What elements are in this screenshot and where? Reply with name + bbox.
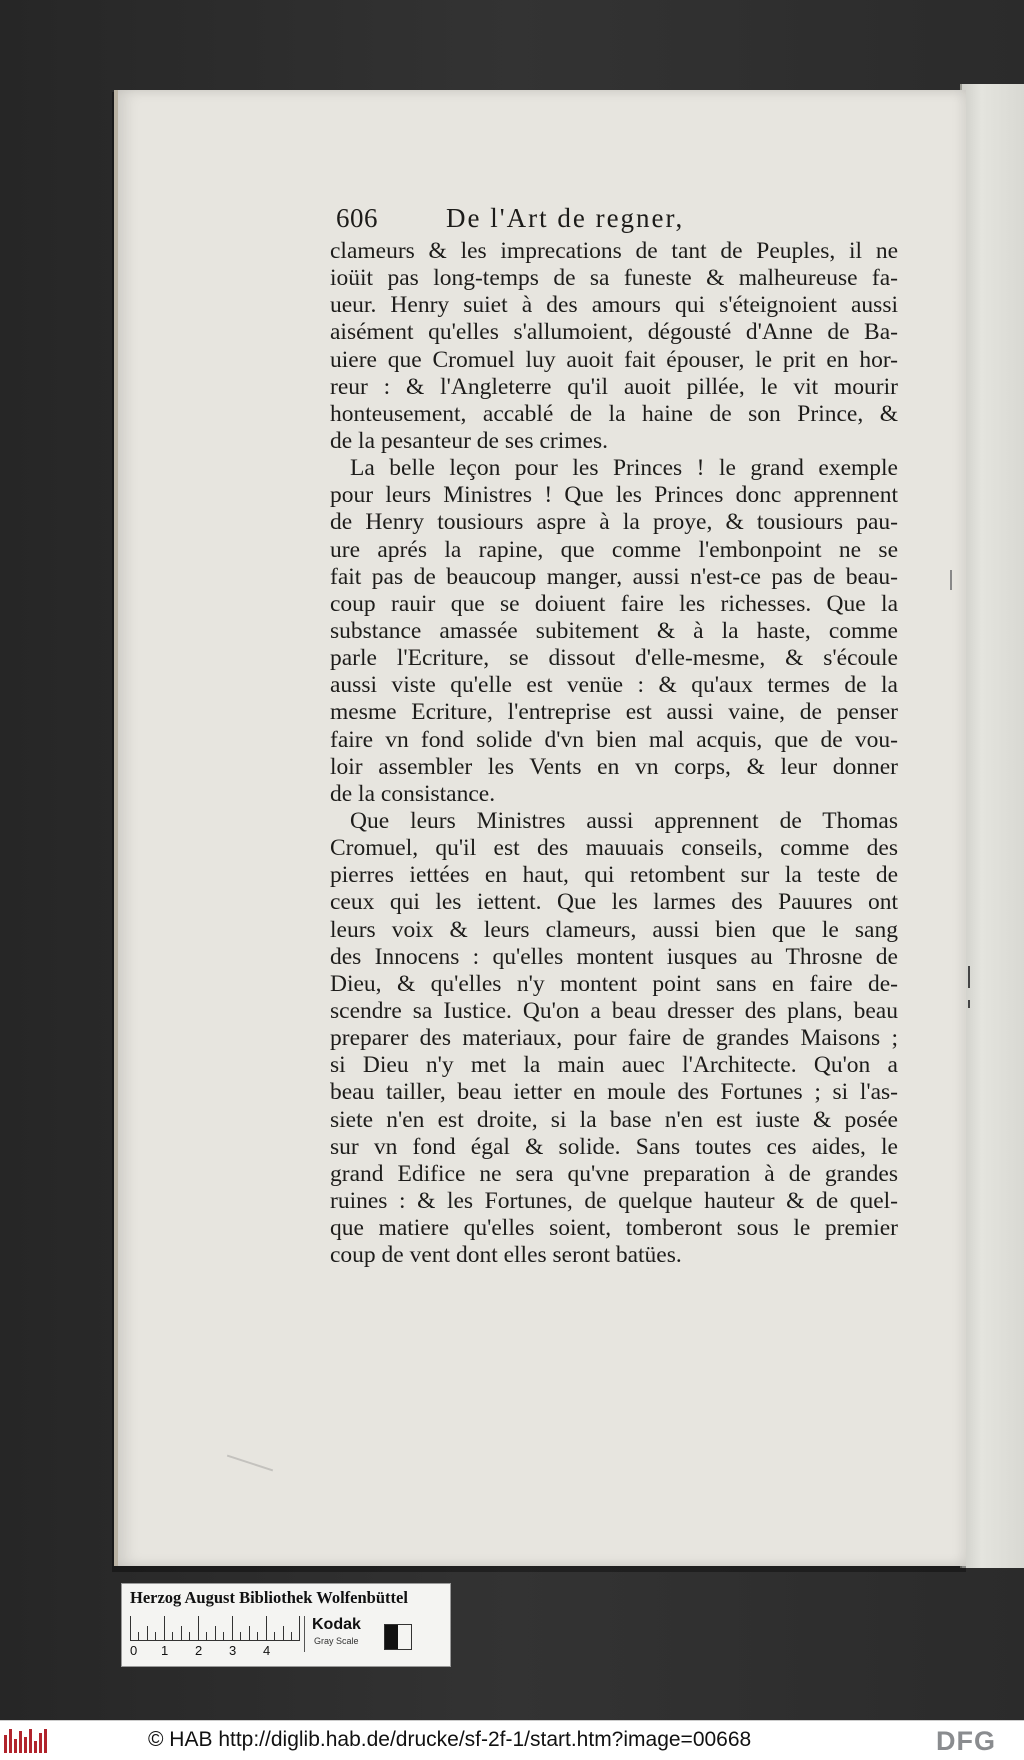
- dfg-logo: DFG: [936, 1726, 996, 1756]
- scale-ruler: [130, 1616, 300, 1641]
- ruler-number: 0: [130, 1643, 138, 1658]
- text-line: pierres iettées en haut, qui retombent sur la teste de: [330, 862, 898, 889]
- text-body: [330, 238, 898, 1269]
- text-line: ueur. Henry suiet à des amours qui s'éteignoient aussi: [330, 292, 898, 319]
- text-line: ruines : & les Fortunes, de quelque hauteur & de quel-: [330, 1187, 898, 1214]
- text-line: uiere que Cromuel luy auoit fait épouser, le prit en hor-: [330, 346, 898, 373]
- text-line: Que leurs Ministres aussi apprennent de Thomas: [350, 807, 898, 834]
- text-line: honteusement, accablé de la haine de son Prince, &: [330, 400, 898, 427]
- hab-logo-icon: [4, 1729, 48, 1753]
- ruler-number: 1: [161, 1643, 169, 1658]
- text-line: ure aprés la rapine, que comme l'embonpoint ne se: [330, 536, 898, 563]
- text-line: pour leurs Ministres ! Que les Princes donc apprennent: [330, 482, 898, 509]
- text-line: de la pesanteur de ses crimes.: [330, 427, 608, 454]
- text-line: fait pas de beaucoup manger, aussi n'est-ce pas de beau-: [330, 563, 898, 590]
- text-line: coup rauir que se doiuent faire les richesses. Que la: [330, 590, 898, 617]
- text-line: de Henry tousiours aspre à la proye, & tousiours pau-: [330, 509, 898, 536]
- gutter-mark: [968, 1000, 970, 1008]
- text-line: clameurs & les imprecations de tant de Peuples, il ne: [330, 238, 898, 264]
- gutter-mark: [968, 966, 970, 988]
- text-line: mesme Ecriture, l'entreprise est aussi vaine, de penser: [330, 699, 898, 726]
- text-line: parle l'Ecriture, se dissout d'elle-mesme, & s'écoule: [330, 645, 898, 672]
- gutter-mark: [950, 570, 952, 590]
- ruler-numbers: [130, 1643, 330, 1661]
- text-line: ioüit pas long-temps de sa funeste & malheureuse fa-: [330, 265, 898, 292]
- credit-link[interactable]: © HAB http://diglib.hab.de/drucke/sf-2f-1/start.htm?image=00668: [148, 1728, 752, 1751]
- text-line: preparer des materiaux, pour faire de grandes Maisons ;: [330, 1025, 898, 1052]
- text-line: que matiere qu'elles soient, tomberont sous le premier: [330, 1215, 898, 1242]
- text-line: de la consistance.: [330, 780, 496, 807]
- library-name: Herzog August Bibliothek Wolfenbüttel: [130, 1588, 408, 1607]
- gray-scale-label: Gray Scale: [314, 1636, 359, 1646]
- text-line: siete n'en est droite, si la base n'en est iuste & posée: [330, 1106, 898, 1133]
- card-divider: [304, 1616, 305, 1652]
- text-line: faire vn fond solide d'vn bien mal acquis, que de vou-: [330, 726, 898, 753]
- footer-bar: [0, 1720, 1024, 1760]
- text-line: des Innocens : qu'elles montent iusques au Throsne de: [330, 943, 898, 970]
- running-head: [336, 203, 936, 239]
- text-line: coup de vent dont elles seront batües.: [330, 1242, 682, 1269]
- ruler-number: 2: [195, 1643, 203, 1658]
- text-line: grand Edifice ne sera qu'vne preparation à de grandes: [330, 1160, 898, 1187]
- color-scale-card: [121, 1583, 451, 1667]
- text-line: aussi viste qu'elle est venüe : & qu'aux termes de la: [330, 672, 898, 699]
- next-page-edge: [960, 84, 1024, 1568]
- text-line: Dieu, & qu'elles n'y montent point sans en faire de-: [330, 970, 898, 997]
- text-line: La belle leçon pour les Princes ! le grand exemple: [350, 455, 898, 482]
- text-line: loir assembler les Vents en vn corps, & leur donner: [330, 753, 898, 780]
- text-line: leurs voix & leurs clameurs, aussi bien que le sang: [330, 916, 898, 943]
- ruler-number: 3: [229, 1643, 237, 1658]
- kodak-logo: Kodak: [312, 1616, 361, 1633]
- text-line: substance amassée subitement & à la haste, comme: [330, 617, 898, 644]
- page-number: 606: [336, 203, 378, 233]
- text-line: ceux qui les iettent. Que les larmes des Pauures ont: [330, 889, 898, 916]
- running-title: De l'Art de regner,: [446, 203, 685, 233]
- text-line: si Dieu n'y met la main auec l'Architecte. Qu'on a: [330, 1052, 898, 1079]
- text-line: reur : & l'Angleterre qu'il auoit pillée, le vit mourir: [330, 373, 898, 400]
- text-line: Cromuel, qu'il est des mauuais conseils, comme des: [330, 835, 898, 862]
- ruler-number: 4: [263, 1643, 271, 1658]
- gray-swatch: [384, 1624, 412, 1650]
- text-line: aisément qu'elles s'allumoient, dégousté d'Anne de Ba-: [330, 319, 898, 346]
- text-line: scendre sa Iustice. Qu'on a beau dresser des plans, beau: [330, 997, 898, 1024]
- text-line: beau tailler, beau ietter en moule des Fortunes ; si l'as-: [330, 1079, 898, 1106]
- text-line: sur vn fond égal & solide. Sans toutes ces aides, le: [330, 1133, 898, 1160]
